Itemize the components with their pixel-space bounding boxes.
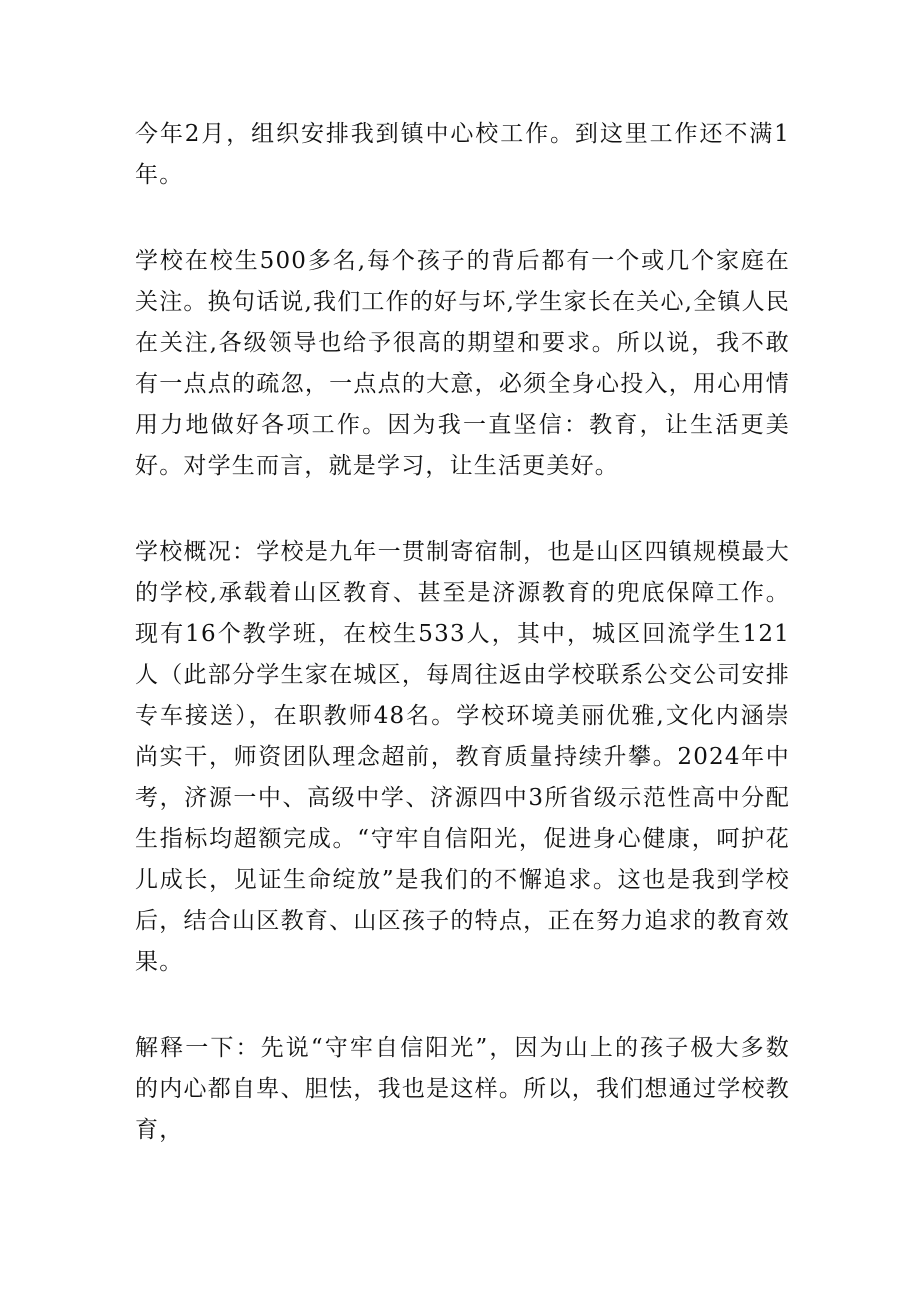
paragraph-explanation: 解释一下：先说“守牢自信阳光”，因为山上的孩子极大多数的内心都自卑、胆怯，我也是这样。所以，我们想通过学校教育， bbox=[135, 1035, 790, 1143]
paragraph-intro: 今年2月，组织安排我到镇中心校工作。到这里工作还不满1年。 bbox=[135, 121, 790, 188]
paragraph-school-overview: 学校概况：学校是九年一贯制寄宿制，也是山区四镇规模最大的学校,承载着山区教育、甚至是济源教育的兜底保障工作。现有16个教学班，在校生533人，其中，城区回流学生121人（此部分学生家在城区，每周往返由学校联系公交公司安排专车接送），在职教师48名。学校环境美丽优雅,文化内涵崇尚实干，师资团队理念超前，教育质量持续升攀。2024年中考，济源一中、高级中学、济源四中3所省级示范性高中分配生指标均超额完成。“守牢自信阳光，促进身心健康，呵护花儿成长，见证生命绽放”是我们的不懈追求。这也是我到学校后，结合山区教育、山区孩子的特点，正在努力追求的教育效果。 bbox=[135, 539, 790, 975]
document-body bbox=[135, 114, 790, 1151]
paragraph-students: 学校在校生500多名,每个孩子的背后都有一个或几个家庭在关注。换句话说,我们工作的好与坏,学生家长在关心,全镇人民在关注,各级领导也给予很高的期望和要求。所以说，我不敢有一点点的疏忽，一点点的大意，必须全身心投入，用心用情用力地做好各项工作。因为我一直坚信：教育，让生活更美好。对学生而言，就是学习，让生活更美好。 bbox=[135, 248, 790, 479]
